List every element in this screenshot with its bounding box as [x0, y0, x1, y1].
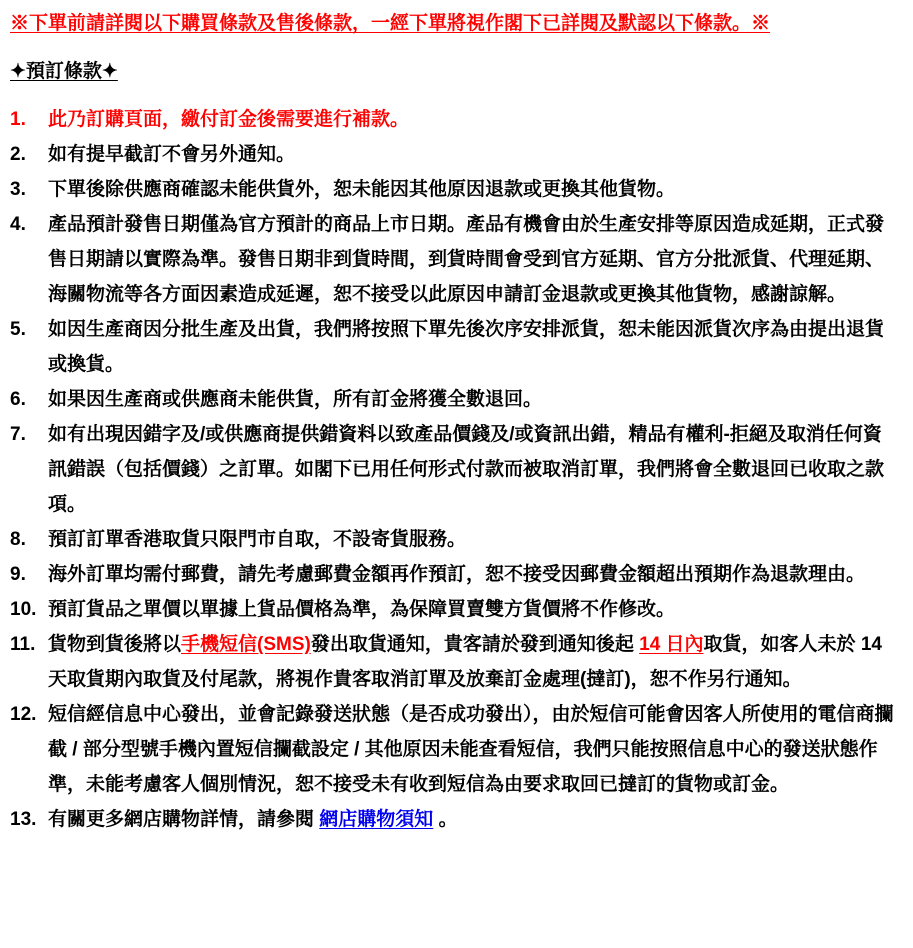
term-item-10: [10, 592, 899, 627]
term-text: [48, 522, 899, 557]
term-number: 2.: [10, 144, 26, 165]
text-segment: 如有出現因錯字及/或供應商提供錯資料以致產品價錢及/或資訊出錯，精品有權利-拒絕及取消任何資訊錯誤（包括價錢）之訂單。如閣下已用任何形式付款而被取消訂單，我們將會全數退回已收取之款項。: [48, 424, 885, 515]
term-number: 3.: [10, 179, 26, 200]
term-number: 7.: [10, 424, 26, 445]
text-segment: 如有提早截訂不會另外通知。: [48, 144, 296, 165]
term-number: 11.: [10, 634, 36, 655]
text-segment: 有關更多網店購物詳情，請參閱: [48, 809, 320, 830]
text-segment: 貨物到貨後將以: [48, 634, 182, 655]
term-item-9: [10, 557, 899, 592]
term-number: 5.: [10, 319, 26, 340]
text-segment: 預訂貨品之單價以單據上貨品價格為準，為保障買賣雙方貨價將不作修改。: [48, 599, 676, 620]
term-item-12: [10, 697, 899, 802]
text-segment: 如因生產商因分批生產及出貨，我們將按照下單先後次序安排派貨，恕未能因派貨次序為由提出退貨或換貨。: [48, 319, 885, 375]
text-segment: 短信經信息中心發出，並會記錄發送狀態（是否成功發出），由於短信可能會因客人所使用的電信商攔截 / 部分型號手機內置短信攔截設定 / 其他原因未能查看短信，我們只能按照信息中心的發送狀態作準，未能考慮客人個別情況，恕不接受未有收到短信為由要求取回已撻訂的貨物或訂金。: [48, 704, 894, 795]
term-item-13: [10, 802, 899, 837]
term-item-8: [10, 522, 899, 557]
term-number: 12.: [10, 704, 37, 725]
term-text: [48, 102, 899, 137]
term-item-2: [10, 137, 899, 172]
term-item-7: [10, 417, 899, 522]
shop-guide-link[interactable]: 網店購物須知: [319, 809, 434, 830]
term-text: [48, 172, 899, 207]
term-item-11: [10, 627, 899, 697]
term-text: [48, 592, 899, 627]
text-segment: 取貨，如客人未於 14 天取貨期內取貨及付尾款，將視作貴客取消訂單及放棄訂金處理(撻訂)，恕不作另行通知。: [48, 634, 882, 690]
term-number: 4.: [10, 214, 26, 235]
term-number: 8.: [10, 529, 26, 550]
term-text: [48, 417, 899, 522]
text-segment: 產品預計發售日期僅為官方預計的商品上市日期。產品有機會由於生產安排等原因造成延期，正式發售日期請以實際為準。發售日期非到貨時間，到貨時間會受到官方延期、官方分批派貨、代理延期、海關物流等各方面因素造成延遲，恕不接受以此原因申請訂金退款或更換其他貨物，感謝諒解。: [48, 214, 885, 305]
text-segment: 發出取貨通知，貴客請於發到通知後起: [310, 634, 640, 655]
term-item-5: [10, 312, 899, 382]
term-item-1: [10, 102, 899, 137]
term-text: [48, 802, 899, 837]
highlighted-text: 14 日內: [639, 634, 704, 655]
term-text: [48, 137, 899, 172]
preorder-terms-document: [10, 6, 899, 837]
text-segment: 。: [433, 809, 458, 830]
term-text: [48, 207, 899, 312]
text-segment: 海外訂單均需付郵費，請先考慮郵費金額再作預訂，恕不接受因郵費金額超出預期作為退款理由。: [48, 564, 866, 585]
header-warning: ※下單前請詳閱以下購買條款及售後條款，一經下單將視作閣下已詳閱及默認以下條款。※: [10, 13, 771, 34]
term-item-6: [10, 382, 899, 417]
term-text: [48, 312, 899, 382]
text-segment: 此乃訂購頁面，繳付訂金後需要進行補款。: [48, 109, 410, 130]
term-number: 13.: [10, 809, 37, 830]
terms-list: [10, 102, 899, 837]
term-item-4: [10, 207, 899, 312]
term-text: [48, 557, 899, 592]
text-segment: 預訂訂單香港取貨只限門市自取，不設寄貨服務。: [48, 529, 467, 550]
term-text: [48, 627, 899, 697]
text-segment: 如果因生產商或供應商未能供貨，所有訂金將獲全數退回。: [48, 389, 543, 410]
term-number: 9.: [10, 564, 26, 585]
highlighted-text: 手機短信(SMS): [181, 634, 311, 655]
term-item-3: [10, 172, 899, 207]
term-text: [48, 382, 899, 417]
term-text: [48, 697, 899, 802]
term-number: 10.: [10, 599, 37, 620]
section-title: ✦預訂條款✦: [10, 61, 118, 82]
text-segment: 下單後除供應商確認未能供貨外，恕未能因其他原因退款或更換其他貨物。: [48, 179, 676, 200]
term-number: 6.: [10, 389, 26, 410]
term-number: 1.: [10, 109, 26, 130]
